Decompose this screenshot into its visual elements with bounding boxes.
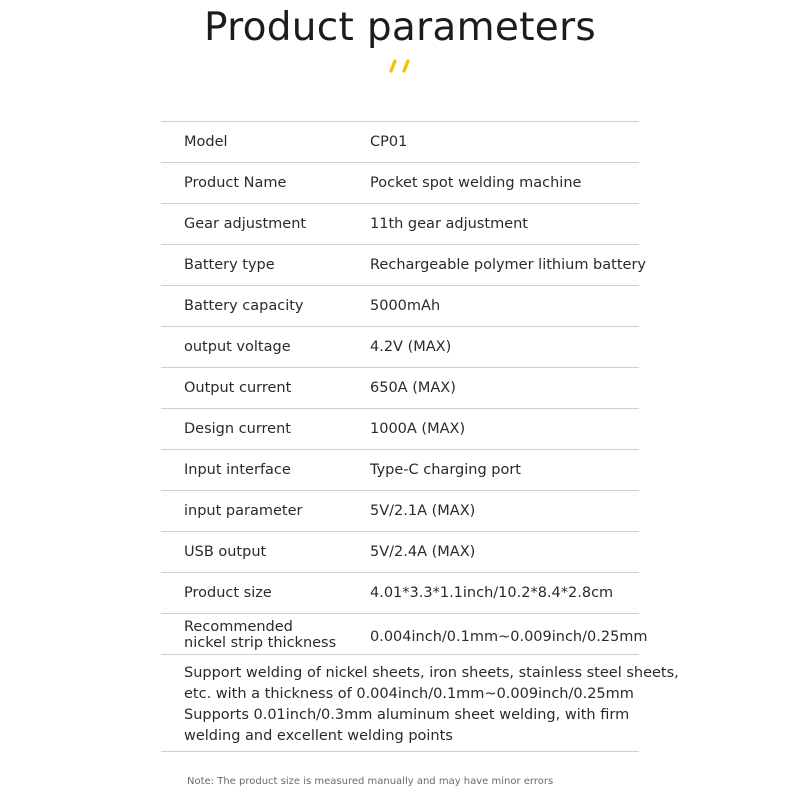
row-value: 650A (MAX) <box>370 380 456 396</box>
row-value: 1000A (MAX) <box>370 421 466 437</box>
table-row <box>161 573 639 614</box>
table-row <box>161 532 639 573</box>
row-value: CP01 <box>370 134 408 150</box>
table-row <box>161 409 639 450</box>
row-label: output voltage <box>184 339 291 355</box>
table-row <box>161 450 639 491</box>
row-label: Product size <box>184 585 272 601</box>
description-line: welding and excellent welding points <box>184 728 453 744</box>
description-block <box>161 655 679 752</box>
row-label: input parameter <box>184 503 303 519</box>
row-label <box>184 619 354 651</box>
row-label: Gear adjustment <box>184 216 307 232</box>
description-line: etc. with a thickness of 0.004inch/0.1mm~0.009inch/0.25mm <box>184 686 634 702</box>
row-label: Output current <box>184 380 292 396</box>
description-line: Support welding of nickel sheets, iron sheets, stainless steel sheets, <box>184 665 679 681</box>
row-value: 5V/2.1A (MAX) <box>370 503 476 519</box>
table-row <box>161 286 639 327</box>
row-value: 5V/2.4A (MAX) <box>370 544 476 560</box>
table-row <box>161 327 639 368</box>
row-value: 11th gear adjustment <box>370 216 528 232</box>
row-label: Model <box>184 134 228 150</box>
row-label: Battery capacity <box>184 298 304 314</box>
row-label: Battery type <box>184 257 275 273</box>
row-label-line2: nickel strip thickness <box>184 635 337 651</box>
table-row <box>161 204 639 245</box>
row-value: Type-C charging port <box>370 462 521 478</box>
row-label: Design current <box>184 421 291 437</box>
table-row <box>161 491 639 532</box>
row-value: 4.01*3.3*1.1inch/10.2*8.4*2.8cm <box>370 585 614 601</box>
row-label-line1: Recommended <box>184 619 293 635</box>
table-row-thickness <box>161 614 648 655</box>
row-value: Rechargeable polymer lithium battery <box>370 257 646 273</box>
description-text <box>184 663 679 747</box>
description-line: Supports 0.01inch/0.3mm aluminum sheet welding, with firm <box>184 707 630 723</box>
row-label: USB output <box>184 544 267 560</box>
row-label: Input interface <box>184 462 291 478</box>
footnote: Note: The product size is measured manually and may have minor errors <box>187 776 554 787</box>
row-value: 0.004inch/0.1mm~0.009inch/0.25mm <box>370 629 648 645</box>
row-value: 5000mAh <box>370 298 441 314</box>
row-value: Pocket spot welding machine <box>370 175 582 191</box>
accent-marks-icon <box>388 58 414 74</box>
table-row <box>161 245 646 286</box>
table-row <box>161 122 639 163</box>
table-row <box>161 163 639 204</box>
table-row <box>161 368 639 409</box>
parameters-table <box>161 121 679 752</box>
row-label: Product Name <box>184 175 287 191</box>
page-title: Product parameters <box>203 5 597 50</box>
row-value: 4.2V (MAX) <box>370 339 452 355</box>
